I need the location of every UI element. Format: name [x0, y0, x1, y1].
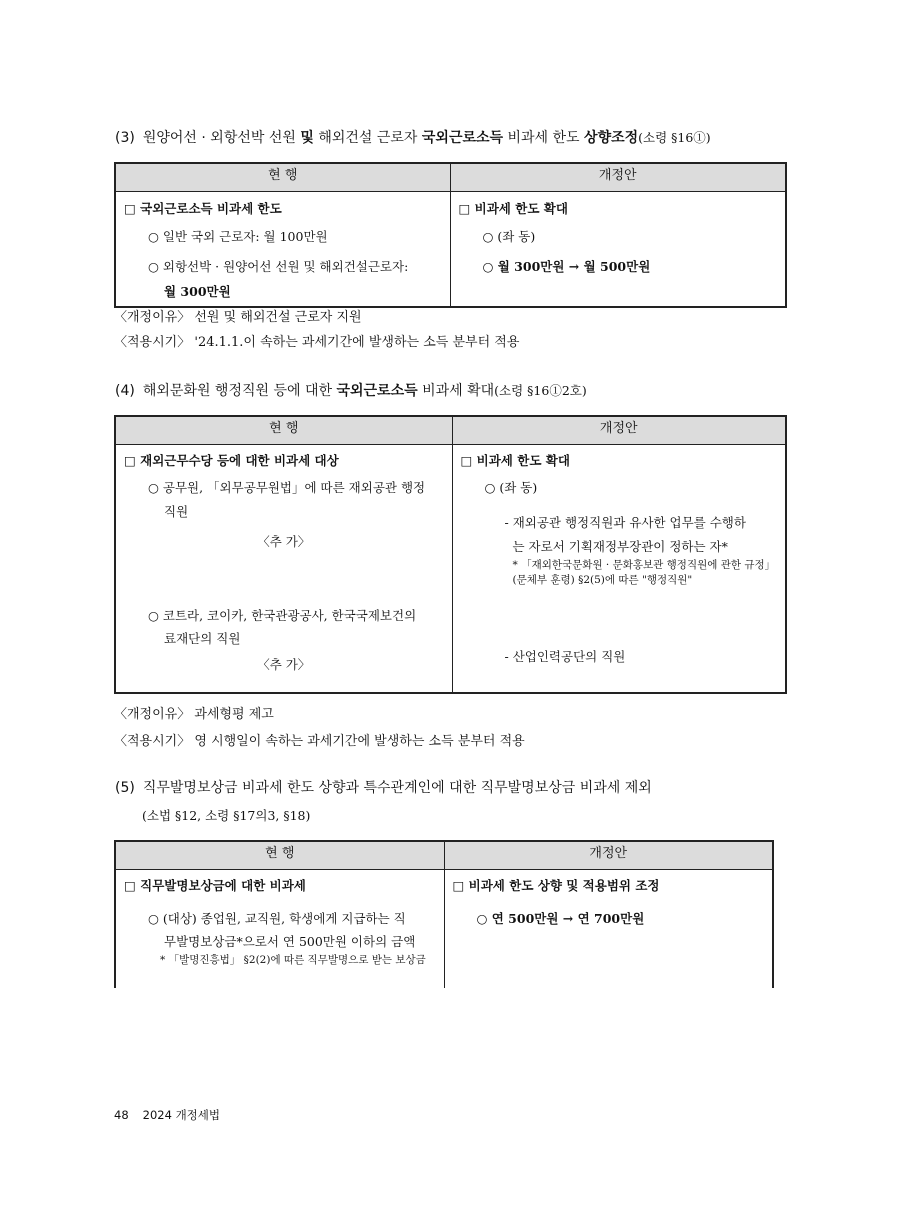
current-cell [115, 445, 452, 694]
current-item-cont: 무발명보상금*으로서 연 500만원 이하의 금액 [164, 934, 416, 949]
header-current: 현 행 [115, 416, 452, 445]
current-item-cont: 료재단의 직원 [164, 631, 241, 646]
section-4-title [115, 380, 587, 400]
title-part: 해외문화원 행정직원 등에 대한 [142, 383, 337, 399]
apply-label: 〈적용시기〉 [114, 734, 191, 749]
comparison-table-4 [114, 415, 787, 694]
page-number: 48 [114, 1108, 129, 1122]
current-cell [115, 870, 444, 989]
application-period [114, 730, 525, 749]
legal-reference: (소법 §12, 소령 §17의3, §18) [142, 808, 311, 823]
comparison-table-3 [114, 162, 787, 308]
current-cell [115, 192, 450, 308]
footnote: * 「발명진흥법」 §2(2)에 따른 직무발명으로 받는 보상금 [160, 954, 426, 966]
revised-item: ○ (좌 동) [484, 480, 538, 495]
added-marker: 〈추 가〉 [257, 534, 311, 549]
apply-label: 〈적용시기〉 [114, 335, 191, 350]
revised-subitem-cont: 는 자로서 기획재정부장관이 정하는 자* [512, 539, 728, 554]
title-text: 직무발명보상금 비과세 한도 상향과 특수관계인에 대한 직무발명보상금 비과세 제외 [142, 780, 652, 796]
header-revised: 개정안 [444, 841, 773, 870]
header-revised: 개정안 [452, 416, 786, 445]
current-item: ○ 공무원, 「외무공무원법」에 따른 재외공관 행정 [148, 480, 426, 495]
header-current: 현 행 [115, 841, 444, 870]
current-heading: □ 직무발명보상금에 대한 비과세 [124, 878, 306, 893]
current-item-cont: 직원 [164, 504, 189, 519]
footnote: * 「재외한국문화원 · 문화홍보관 행정직원에 관한 규정」(문체부 훈령) §2(5)에 따른 "행정직원" [512, 559, 776, 586]
current-item: ○ (대상) 종업원, 교직원, 학생에게 지급하는 직 [148, 911, 406, 926]
title-part: 국외근로소득 [336, 383, 418, 399]
current-item: ○ 코트라, 코이카, 한국관광공사, 한국국제보건의 [148, 608, 417, 623]
title-part: 원양어선 · 외항선박 선원 [142, 130, 301, 146]
revised-subitem: - 산업인력공단의 직원 [504, 649, 626, 664]
revision-reason [114, 703, 274, 722]
title-part: 비과세 한도 [503, 130, 585, 146]
revised-subitem: - 재외공관 행정직원과 유사한 업무를 수행하 [504, 515, 746, 530]
revised-heading: □ 비과세 한도 확대 [460, 453, 570, 468]
revision-reason [114, 306, 362, 325]
section-number: (4) [115, 383, 135, 399]
revised-heading: □ 비과세 한도 확대 [458, 201, 568, 216]
title-part: 비과세 [417, 383, 468, 399]
book-title: 2024 개정세법 [142, 1108, 220, 1122]
header-current: 현 행 [115, 163, 450, 192]
revised-cell [450, 192, 786, 308]
title-part: 해외건설 근로자 [313, 130, 422, 146]
revised-item: ○ 연 500만원 → 연 700만원 [476, 911, 645, 926]
title-part: 상향조정 [584, 130, 639, 146]
current-item: ○ 일반 국외 근로자: 월 100만원 [148, 229, 328, 244]
title-part: 국외근로소득 [421, 130, 504, 146]
comparison-table-5 [114, 840, 774, 988]
revised-cell [444, 870, 773, 989]
added-marker: 〈추 가〉 [257, 657, 311, 672]
title-part: 확대 [467, 383, 495, 399]
legal-reference: (소령 §16①2호) [494, 383, 587, 398]
header-revised: 개정안 [450, 163, 786, 192]
apply-text: '24.1.1.이 속하는 과세기간에 발생하는 소득 분부터 적용 [194, 335, 520, 350]
revised-item: ○ 월 300만원 → 월 500만원 [482, 259, 651, 274]
revised-heading: □ 비과세 한도 상향 및 적용범위 조정 [452, 878, 660, 893]
section-number: (3) [115, 130, 135, 146]
reason-text: 선원 및 해외건설 근로자 지원 [194, 310, 362, 325]
revised-cell [452, 445, 786, 694]
application-period [114, 331, 519, 350]
reason-text: 과세형평 제고 [194, 707, 274, 722]
current-item: ○ 외항선박 · 원양어선 선원 및 해외건설근로자: [148, 259, 409, 274]
section-number: (5) [115, 780, 135, 796]
reason-label: 〈개정이유〉 [114, 707, 191, 722]
revised-item: ○ (좌 동) [482, 229, 536, 244]
apply-text: 영 시행일이 속하는 과세기간에 발생하는 소득 분부터 적용 [194, 734, 525, 749]
title-part: 및 [300, 130, 314, 146]
page-footer [114, 1107, 220, 1123]
legal-reference: (소령 §16①) [638, 130, 711, 145]
current-heading: □ 재외근무수당 등에 대한 비과세 대상 [124, 453, 339, 468]
current-item-cont: 월 300만원 [164, 284, 231, 299]
section-3-title [115, 127, 711, 147]
reason-label: 〈개정이유〉 [114, 310, 191, 325]
section-5-title [115, 777, 652, 797]
current-heading: □ 국외근로소득 비과세 한도 [124, 201, 282, 216]
